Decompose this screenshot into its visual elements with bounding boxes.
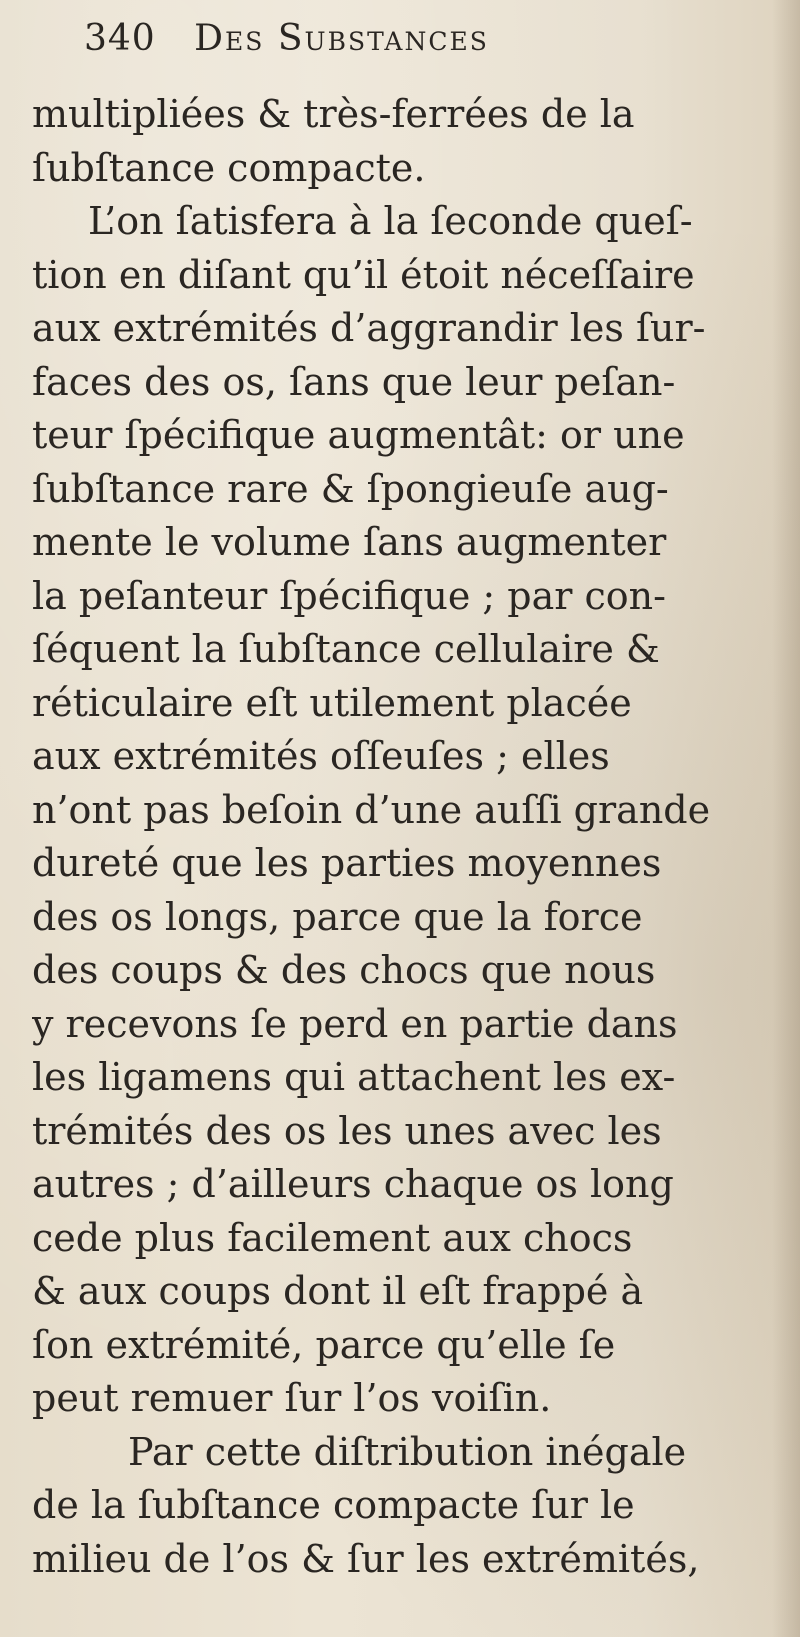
text-line: tion en diſant qu’il étoit néceſſaire xyxy=(32,252,695,297)
running-header xyxy=(84,18,724,74)
text-line: n’ont pas beſoin d’une auſſi grande xyxy=(32,787,711,832)
text-line: de la ſubſtance compacte ſur le xyxy=(32,1483,635,1527)
text-line: la peſanteur ſpécifique ; par con- xyxy=(32,573,666,618)
page-edge-shadow xyxy=(772,0,800,1637)
text-line: autres ; d’ailleurs chaque os long xyxy=(32,1162,674,1206)
text-line: mente le volume ſans augmenter xyxy=(32,520,667,564)
page-number: 340 xyxy=(84,18,156,59)
text-line: aux extrémités d’aggrandir les ſur- xyxy=(32,306,706,350)
running-title: Des Substances xyxy=(194,18,489,59)
text-line: des os longs, parce que la force xyxy=(32,894,643,939)
text-line: les ligamens qui attachent les ex- xyxy=(32,1055,676,1099)
text-line: & aux coups dont il eſt frappé à xyxy=(32,1269,644,1313)
text-line: dureté que les parties moyennes xyxy=(32,841,662,885)
text-line: faces des os, ſans que leur peſan- xyxy=(32,359,676,404)
text-line: peut remuer ſur l’os voiſin. xyxy=(32,1376,552,1420)
text-line: L’on ſatisfera à la ſeconde queſ- xyxy=(88,199,693,243)
text-line: teur ſpécifique augmentât: or une xyxy=(32,413,685,457)
text-line: milieu de l’os & ſur les extrémités, xyxy=(32,1536,700,1581)
body-text xyxy=(32,88,752,1586)
text-line: trémités des os les unes avec les xyxy=(32,1108,662,1153)
text-line: ſéquent la ſubſtance cellulaire & xyxy=(32,627,660,671)
text-line: Par cette diſtribution inégale xyxy=(128,1429,687,1474)
text-line: ſon extrémité, parce qu’elle ſe xyxy=(32,1322,616,1367)
text-line: aux extrémités oſſeuſes ; elles xyxy=(32,734,610,778)
text-line: ſubſtance compacte. xyxy=(32,145,426,190)
text-line: y recevons ſe perd en partie dans xyxy=(32,1001,678,1046)
text-line: des coups & des chocs que nous xyxy=(32,948,656,992)
text-line: ſubſtance rare & ſpongieuſe aug- xyxy=(32,466,669,511)
text-line: multipliées & très-ferrées de la xyxy=(32,92,635,136)
text-line: réticulaire eſt utilement placée xyxy=(32,680,632,725)
text-line: cede plus facilement aux chocs xyxy=(32,1215,633,1260)
